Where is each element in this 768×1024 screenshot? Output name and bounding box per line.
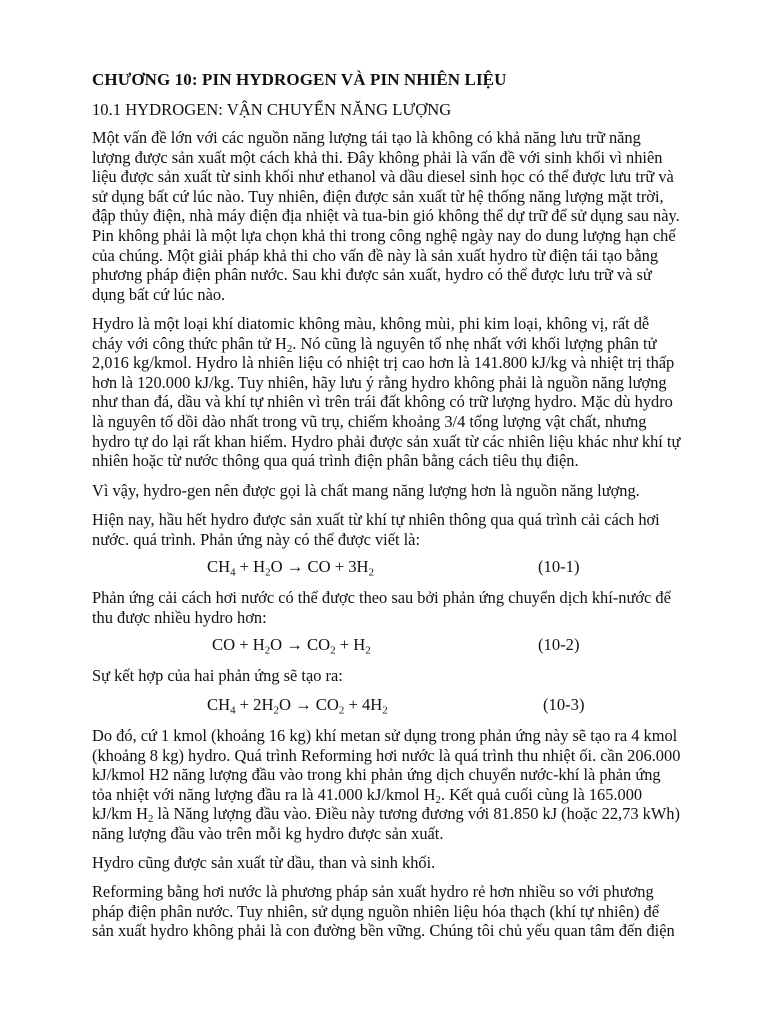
paragraph-line: sản xuất hydro không phải là con đường bền vững. Chúng tôi chủ yếu quan tâm đến điện — [92, 921, 675, 941]
paragraph-line: là nguyên tố dồi dào nhất trong vũ trụ, chiếm khoảng 3/4 tổng lượng vật chất, nhưng — [92, 411, 647, 431]
eq-text: + H — [335, 635, 366, 654]
subscript: 2 — [435, 794, 441, 807]
paragraph-line: Một vấn đề lớn với các nguồn năng lượng tái tạo là không có khả năng lưu trữ năng — [92, 128, 641, 147]
paragraph-5 — [92, 588, 702, 627]
paragraph-line: 2,016 kg/kmol. Hydro là nhiên liệu có nhiệt trị cao hơn là 141.800 kJ/kg và nhiệt trị thấp — [92, 353, 675, 373]
paragraph-line: Vì vậy, hydro-gen nên được gọi là chất mang năng lượng hơn là nguồn năng lượng. — [92, 481, 640, 500]
paragraph-line: Hiện nay, hầu hết hydro được sản xuất từ khí tự nhiên thông qua quá trình cải cách hơi — [92, 510, 660, 529]
paragraph-line: kJ/kmol H2 năng lượng đầu vào trong khi phản ứng dịch chuyển nước-khí là phản ứng — [92, 765, 661, 785]
equation-10-1 — [207, 557, 374, 577]
paragraph-line — [92, 804, 702, 824]
paragraph-9 — [92, 882, 702, 941]
subscript: 2 — [365, 644, 371, 657]
equation-number: (10-1) — [538, 557, 580, 576]
eq-text: + H — [235, 557, 266, 576]
paragraph-line — [92, 334, 702, 354]
paragraph-line: Do đó, cứ 1 kmol (khoảng 16 kg) khí metan sử dụng trong phản ứng này sẽ tạo ra 4 kmol — [92, 726, 678, 745]
paragraph-7 — [92, 726, 702, 844]
subscript: 2 — [368, 566, 374, 579]
subscript: 4 — [230, 566, 236, 579]
subscript: 4 — [230, 704, 236, 717]
text-run: cháy với công thức phân tử H — [92, 333, 287, 353]
section-heading: 10.1 HYDROGEN: VẬN CHUYỂN NĂNG LƯỢNG — [92, 100, 452, 119]
equation-10-2 — [212, 635, 371, 655]
subscript: 2 — [382, 704, 388, 717]
paragraph-4 — [92, 510, 702, 549]
paragraph-line: Pin không phải là một lựa chọn khả thi trong công nghệ ngày nay do dung lượng hạn chế — [92, 225, 676, 245]
subscript: 2 — [264, 644, 271, 657]
eq-text: O → CO — [278, 695, 339, 714]
text-run: kJ/km H — [92, 804, 149, 824]
subscript: 2 — [286, 342, 293, 355]
paragraph-line: nước. quá trình. Phản ứng này có thể được viết là: — [92, 529, 421, 549]
paragraph-2 — [92, 314, 702, 471]
eq-text: + 2H — [235, 695, 274, 714]
paragraph-line: Reforming bằng hơi nước là phương pháp sản xuất hydro rẻ hơn nhiều so với phương — [92, 882, 654, 901]
paragraph-line: Phản ứng cải cách hơi nước có thể được theo sau bởi phản ứng chuyển dịch khí-nước để — [92, 588, 671, 607]
subscript: 2 — [338, 704, 345, 717]
equation-number: (10-3) — [543, 695, 585, 714]
paragraph-line: Hydro cũng được sản xuất từ dầu, than và sinh khối. — [92, 853, 436, 872]
equation-number: (10-2) — [538, 635, 580, 654]
eq-text: CO + H — [212, 635, 265, 654]
subscript: 2 — [273, 704, 279, 717]
subscript: 2 — [330, 644, 336, 657]
eq-text: CH — [207, 557, 231, 576]
subscript: 2 — [265, 566, 271, 579]
chapter-title: CHƯƠNG 10: PIN HYDROGEN VÀ PIN NHIÊN LIỆU — [92, 70, 507, 89]
paragraph-line: pháp điện phân nước. Tuy nhiên, sử dụng nguồn nhiên liệu hóa thạch (khí tự nhiên) để — [92, 901, 660, 921]
subscript: 2 — [148, 813, 154, 826]
equation-10-3 — [207, 695, 388, 715]
paragraph-1 — [92, 128, 702, 304]
paragraph-line: sử dụng bất cứ lúc nào. Tuy nhiên, điện được sản xuất từ hệ thống năng lượng mặt trời, — [92, 186, 664, 206]
paragraph-line: hơn là 120.000 kJ/kg. Tuy nhiên, hãy lưu ý rằng hydro không phải là nguồn năng lượng — [92, 372, 667, 392]
paragraph-line: năng lượng đầu vào trên mỗi kg hydro được sản xuất. — [92, 823, 444, 843]
text-run: . Kết quả cuối cùng là 165.000 — [440, 784, 643, 804]
text-run: tỏa nhiệt với năng lượng đầu ra là 41.000 kJ/kmol H — [92, 784, 436, 804]
paragraph-line: như than đá, dầu và khí tự nhiên vì trên trái đất không có trữ lượng hydro. Mặc dù hydro — [92, 392, 673, 412]
paragraph-line: (khoảng 8 kg) hydro. Quá trình Reforming hơi nước là quá trình thu nhiệt ối. cần 206.000 — [92, 745, 681, 765]
paragraph-6 — [92, 666, 702, 686]
paragraph-line: lượng được sản xuất một cách khả thi. Đây không phải là vấn đề với sinh khối vì nhiên — [92, 147, 663, 167]
paragraph-line: thu được nhiều hydro hơn: — [92, 607, 267, 627]
paragraph-line: đập thủy điện, nhà máy điện địa nhiệt và tua-bin gió không thể dự trữ để sử dụng sau này. — [92, 206, 680, 226]
paragraph-line: hydro tự do lại rất khan hiếm. Hydro phải được sản xuất từ các nhiên liệu khác như khí tự — [92, 431, 681, 451]
eq-text: CH — [207, 695, 231, 714]
eq-text: + 4H — [344, 695, 383, 714]
text-run: là Năng lượng đầu vào. Điều này tương đương với 81.850 kJ (hoặc 22,73 kWh) — [153, 804, 680, 824]
text-run: . Nó cũng là nguyên tố nhẹ nhất với khối lượng phân tử — [292, 333, 657, 353]
paragraph-line: phương pháp điện phân nước. Sau khi được sản xuất, hydro có thể được lưu trữ và sử — [92, 265, 652, 285]
paragraph-line: dụng bất cứ lúc nào. — [92, 284, 226, 304]
paragraph-line — [92, 785, 702, 805]
paragraph-line: liệu được sản xuất từ sinh khối như ethanol và dầu diesel sinh học có thể được lưu trữ và — [92, 167, 674, 187]
paragraph-line: của chúng. Một giải pháp khả thi cho vấn đề này là sản xuất hydro từ điện tái tạo bằng — [92, 245, 659, 265]
paragraph-line: nhiên hoặc từ nước thông qua quá trình điện phân bằng cách tiêu thụ điện. — [92, 451, 579, 471]
paragraph-line: Hydro là một loại khí diatomic không màu, không mùi, phi kim loại, không vị, rất dễ — [92, 314, 650, 333]
eq-text: O → CO — [270, 635, 331, 654]
paragraph-line: Sự kết hợp của hai phản ứng sẽ tạo ra: — [92, 666, 343, 685]
paragraph-3 — [92, 481, 702, 501]
paragraph-8 — [92, 853, 702, 873]
eq-text: O → CO + 3H — [270, 557, 369, 576]
